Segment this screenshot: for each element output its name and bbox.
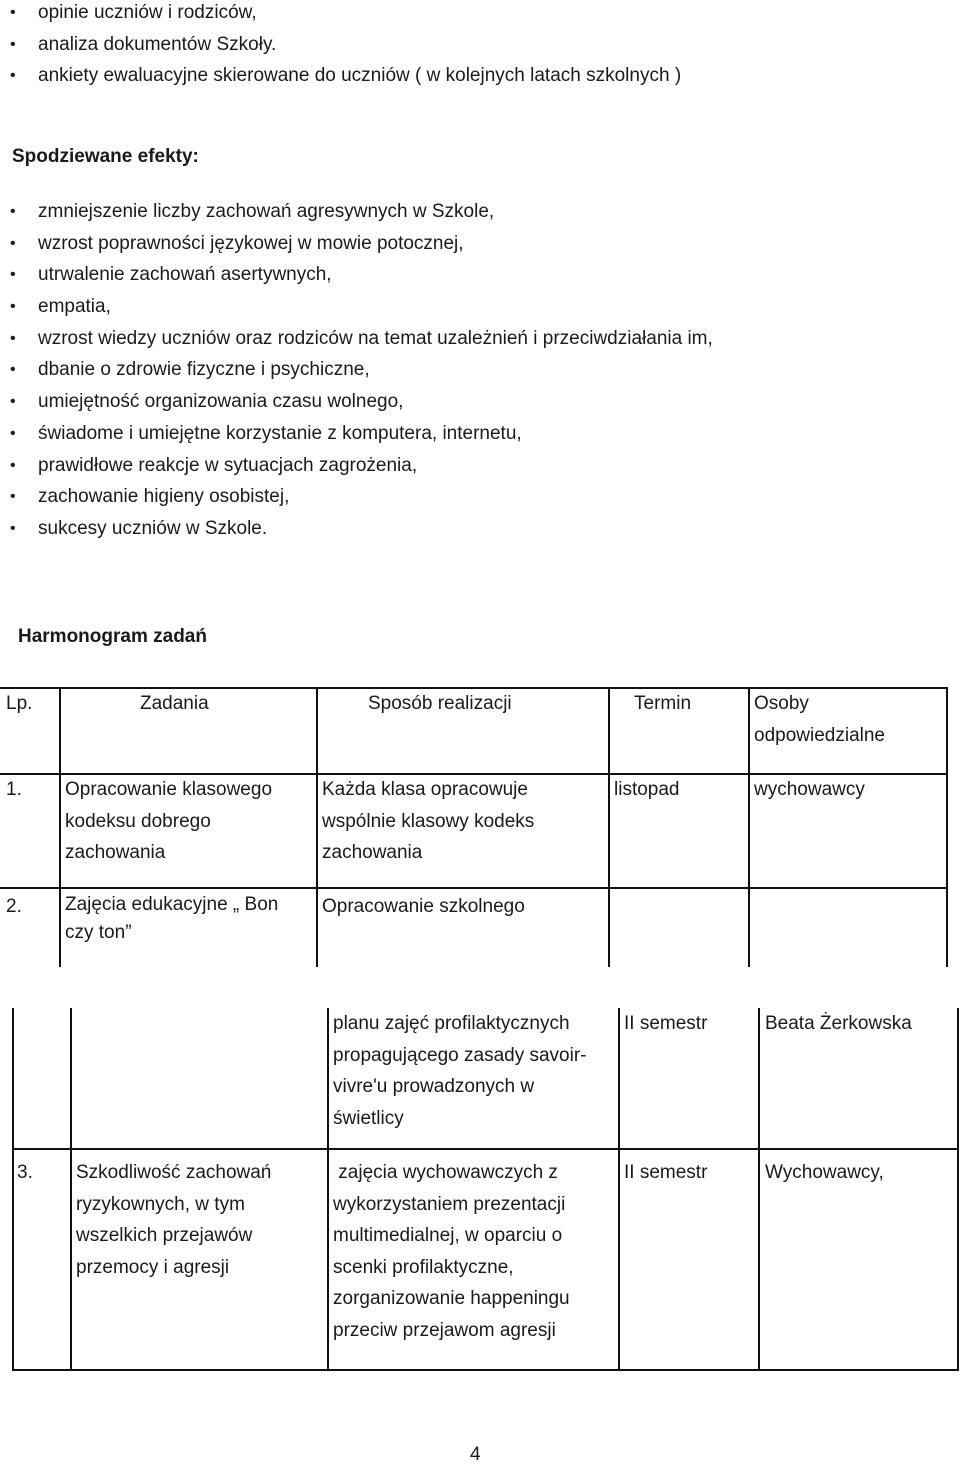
page-number: 4 <box>470 1444 481 1465</box>
list-item: • zmniejszenie liczby zachowań agresywnych w Szkole, <box>0 199 713 231</box>
schedule-table-continued <box>0 1008 960 1373</box>
evaluation-methods-list <box>0 0 681 95</box>
row2-termin: II semestr <box>624 1013 708 1034</box>
header-sposob: Sposób realizacji <box>368 693 512 714</box>
table-rule <box>618 1008 620 1371</box>
list-item: • wzrost poprawności językowej w mowie potocznej, <box>0 231 713 263</box>
row1-zadania: Opracowanie klasowego kodeksu dobrego zachowania <box>65 779 273 863</box>
row2-sposob-cont: planu zajęć profilaktycznych propagującego zasady savoir- vivre'u prowadzonych w świetlicy <box>333 1013 587 1129</box>
row3-lp: 3. <box>17 1162 33 1183</box>
table-rule <box>957 1008 959 1371</box>
list-item: • prawidłowe reakcje w sytuacjach zagrożenia, <box>0 453 713 485</box>
row3-sposob: zajęcia wychowawczych z wykorzystaniem prezentacji multimedialnej, w oparciu o scenki profilaktyczne, zorganizowanie happeningu przeciw przejawom agresji <box>333 1162 570 1341</box>
list-item: • świadome i umiejętne korzystanie z komputera, internetu, <box>0 421 713 453</box>
schedule-heading: Harmonogram zadań <box>18 626 207 647</box>
list-item: • ankiety ewaluacyjne skierowane do uczniów ( w kolejnych latach szkolnych ) <box>0 63 681 95</box>
row2-sposob: Opracowanie szkolnego <box>322 896 525 917</box>
row2-lp: 2. <box>6 896 22 917</box>
list-item: • analiza dokumentów Szkoły. <box>0 32 681 64</box>
table-rule <box>758 1008 760 1371</box>
table-rule <box>12 1148 959 1150</box>
row1-termin: listopad <box>614 779 680 800</box>
effects-list <box>0 199 713 548</box>
row2-zadania: Zajęcia edukacyjne „ Bon czy ton” <box>65 894 279 943</box>
table-rule <box>12 1369 959 1371</box>
header-osoby: Osoby odpowiedzialne <box>754 693 885 746</box>
row3-zadania: Szkodliwość zachowań ryzykownych, w tym wszelkich przejawów przemocy i agresji <box>76 1162 272 1278</box>
list-item: • zachowanie higieny osobistej, <box>0 484 713 516</box>
row1-lp: 1. <box>6 779 22 800</box>
row3-osoby: Wychowawcy, <box>765 1162 884 1183</box>
list-item: • dbanie o zdrowie fizyczne i psychiczne, <box>0 357 713 389</box>
table-rule <box>946 687 948 967</box>
table-rule <box>70 1008 72 1371</box>
list-item: • sukcesy uczniów w Szkole. <box>0 516 713 548</box>
table-rule <box>316 687 318 967</box>
table-rule <box>0 887 948 889</box>
list-item: • empatia, <box>0 294 713 326</box>
header-lp: Lp. <box>6 693 33 714</box>
list-item: • opinie uczniów i rodziców, <box>0 0 681 32</box>
header-zadania: Zadania <box>140 693 209 714</box>
schedule-table <box>0 687 950 967</box>
row1-osoby: wychowawcy <box>754 779 865 800</box>
effects-heading: Spodziewane efekty: <box>12 146 199 167</box>
list-item: • umiejętność organizowania czasu wolnego, <box>0 389 713 421</box>
row3-termin: II semestr <box>624 1162 708 1183</box>
table-rule <box>12 1008 14 1371</box>
list-item: • wzrost wiedzy uczniów oraz rodziców na temat uzależnień i przeciwdziałania im, <box>0 326 713 358</box>
row1-sposob: Każda klasa opracowuje wspólnie klasowy kodeks zachowania <box>322 779 535 863</box>
table-rule <box>59 687 61 967</box>
table-rule <box>608 687 610 967</box>
list-item: • utrwalenie zachowań asertywnych, <box>0 262 713 294</box>
header-termin: Termin <box>634 693 692 714</box>
table-rule <box>327 1008 329 1371</box>
table-rule <box>748 687 750 967</box>
row2-osoby: Beata Żerkowska <box>765 1013 912 1034</box>
